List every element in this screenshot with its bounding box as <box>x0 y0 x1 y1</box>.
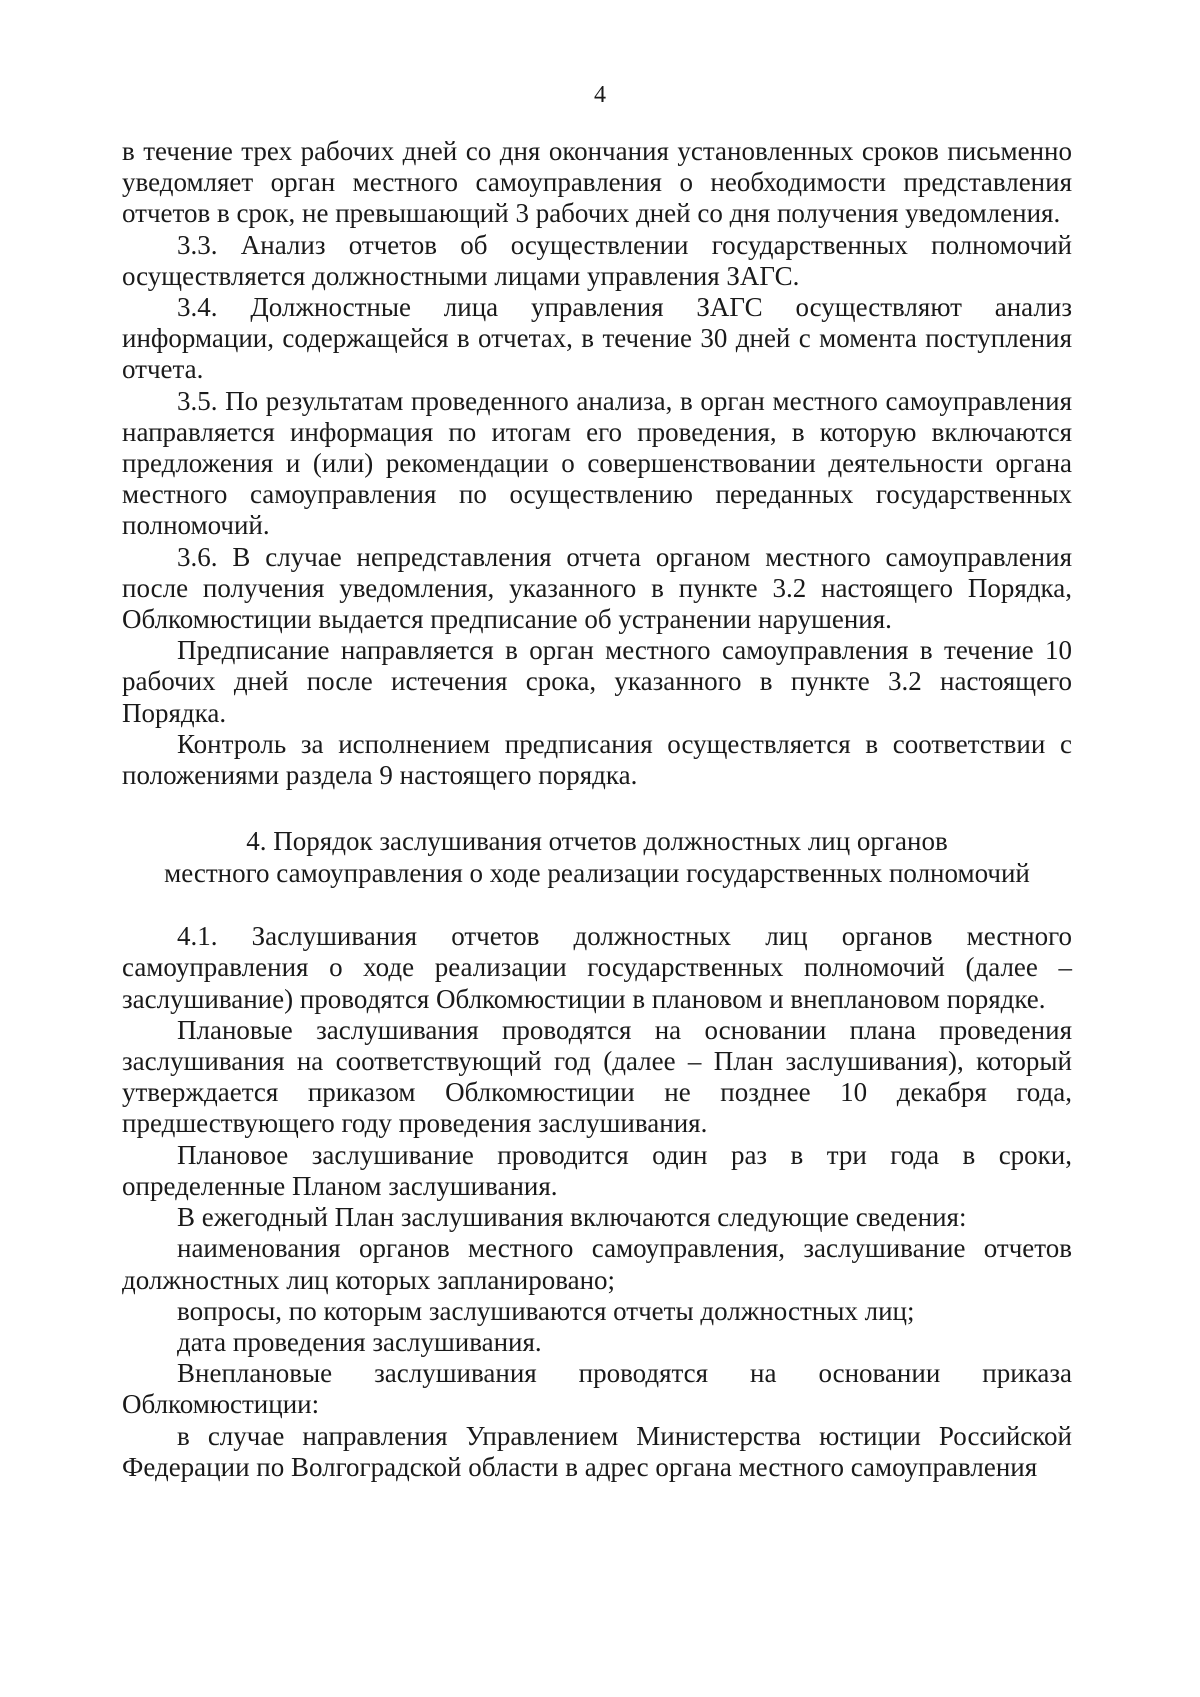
paragraph: Плановое заслушивание проводится один раз в три года в сроки, определенные Планом заслушивания. <box>122 1139 1072 1201</box>
paragraph: Контроль за исполнением предписания осуществляется в соответствии с положениями раздела 9 настоящего порядка. <box>122 728 1072 791</box>
paragraph: Предписание направляется в орган местного самоуправления в течение 10 рабочих дней после истечения срока, указанного в пункте 3.2 настоящего Порядка. <box>122 635 1072 728</box>
paragraph: в течение трех рабочих дней со дня окончания установленных сроков письменно уведомляет орган местного самоуправления о необходимости представления отчетов в срок, не превышающий 3 рабочих дней со дня получения уведомления. <box>122 136 1072 229</box>
paragraph: Плановые заслушивания проводятся на основании плана проведения заслушивания на соответствующий год (далее – План заслушивания), который утверждается приказом Облкомюстиции не позднее 10 декабря года, предшествующего году проведения заслушивания. <box>122 1014 1072 1139</box>
list-item: наименования органов местного самоуправления, заслушивание отчетов должностных лиц которых запланировано; <box>122 1233 1072 1295</box>
paragraph-3-3: 3.3. Анализ отчетов об осуществлении государственных полномочий осуществляется должностными лицами управления ЗАГС. <box>122 229 1072 291</box>
page-number: 4 <box>594 82 606 108</box>
section-3-paragraphs <box>122 136 1072 791</box>
document-body <box>122 136 1072 1483</box>
paragraph-3-4: 3.4. Должностные лица управления ЗАГС осуществляют анализ информации, содержащейся в отчетах, в течение 30 дней с момента поступления отчета. <box>122 292 1072 385</box>
paragraph: В ежегодный План заслушивания включаются следующие сведения: <box>177 1202 967 1233</box>
paragraph: в случае направления Управлением Министерства юстиции Российской Федерации по Волгоградской области в адрес органа местного самоуправления <box>122 1420 1072 1482</box>
paragraph-4-1: 4.1. Заслушивания отчетов должностных лиц органов местного самоуправления о ходе реализации государственных полномочий (далее – заслушивание) проводятся Облкомюстиции в плановом и внеплановом порядке. <box>122 921 1072 1014</box>
heading-line: местного самоуправления о ходе реализации государственных полномочий <box>164 858 1030 889</box>
paragraph-3-5: 3.5. По результатам проведенного анализа, в орган местного самоуправления направляется информация по итогам его проведения, в которую включаются предложения и (или) рекомендации о совершенствовании деятельности органа местного самоуправления по осуществлению переданных государственных полномочий. <box>122 385 1072 541</box>
section-4-heading <box>122 825 1072 889</box>
section-4-paragraphs <box>122 921 1072 1483</box>
paragraph-3-6: 3.6. В случае непредставления отчета органом местного самоуправления после получения уведомления, указанного в пункте 3.2 настоящего Порядка, Облкомюстиции выдается предписание об устранении нарушения. <box>122 541 1072 635</box>
list-item: вопросы, по которым заслушиваются отчеты должностных лиц; <box>177 1295 915 1326</box>
heading-line: 4. Порядок заслушивания отчетов должностных лиц органов <box>246 826 948 857</box>
list-item: дата проведения заслушивания. <box>177 1326 542 1357</box>
paragraph: Внеплановые заслушивания проводятся на основании приказа Облкомюстиции: <box>122 1358 1072 1420</box>
